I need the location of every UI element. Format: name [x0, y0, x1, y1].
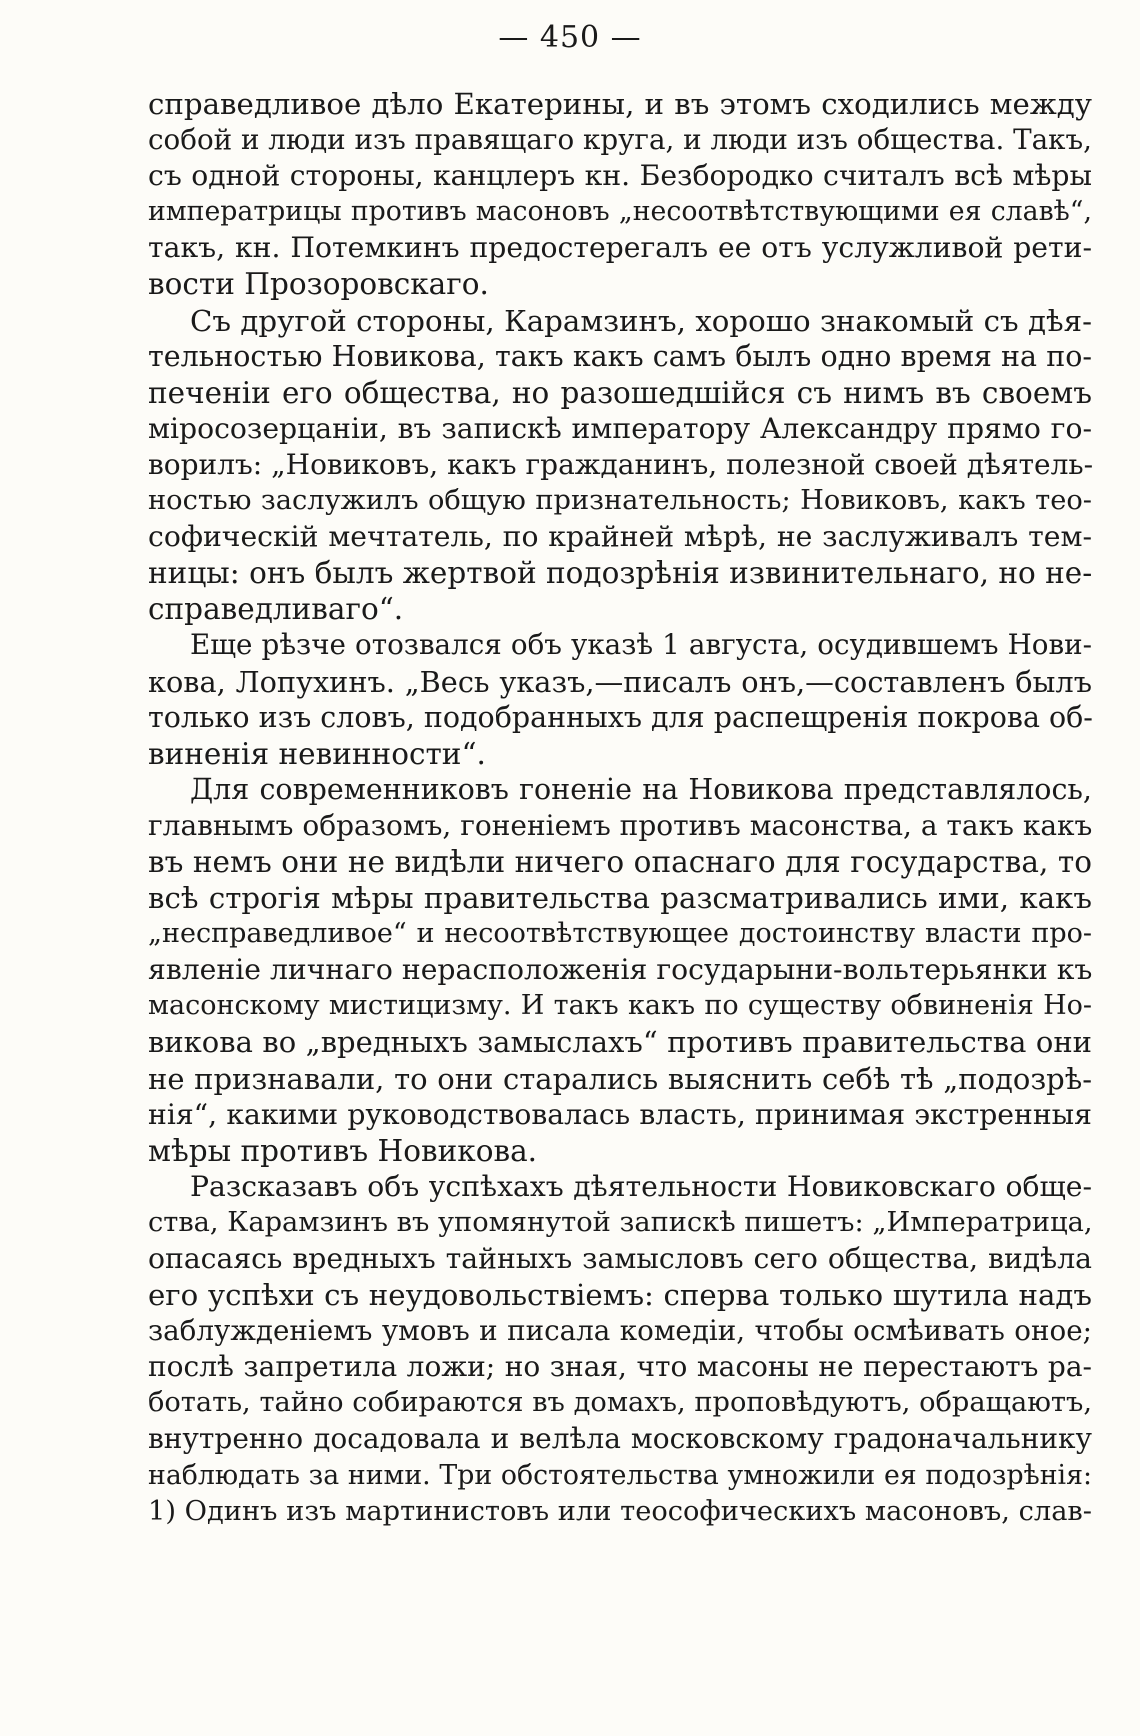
text-line: въ немъ они не видѣли ничего опаснаго для государства, то: [148, 844, 1092, 879]
text-line: Еще рѣзче отозвался объ указѣ 1 августа, осудившемъ Нови-: [190, 628, 1092, 662]
text-line: 1) Одинъ изъ мартинистовъ или теософическихъ масоновъ, слав-: [148, 1495, 1092, 1527]
text-line: кова, Лопухинъ. „Весь указъ,—писалъ онъ,—составленъ былъ: [148, 664, 1092, 699]
text-line: софическій мечтатель, по крайней мѣрѣ, не заслуживалъ тем-: [148, 520, 1092, 554]
text-line: главнымъ образомъ, гоненіемъ противъ масонства, а такъ какъ: [148, 808, 1093, 842]
text-line: явленіе личнаго нерасположенія государыни-вольтерьянки къ: [148, 953, 1093, 987]
text-line: собой и люди изъ правящаго круга, и люди изъ общества. Такъ,: [148, 123, 1092, 157]
text-line: викова во „вредныхъ замыслахъ“ противъ правительства они: [148, 1025, 1092, 1060]
paragraph-3: [148, 627, 1092, 771]
text-line: Съ другой стороны, Карамзинъ, хорошо знакомый съ дѣя-: [190, 303, 1092, 338]
text-line: Разсказавъ объ успѣхахъ дѣятельности Новиковскаго обще-: [190, 1169, 1092, 1203]
text-line: ницы: онъ былъ жертвой подозрѣнія извинительнаго, но не-: [148, 556, 1093, 591]
text-line: ворилъ: „Новиковъ, какъ гражданинъ, полезной своей дѣятель-: [148, 447, 1094, 481]
text-line: справедливаго“.: [148, 592, 404, 627]
text-line: „несправедливое“ и несоотвѣтствующее достоинству власти про-: [148, 918, 1092, 950]
text-line: его успѣхи съ неудовольствіемъ: сперва только шутила надъ: [148, 1278, 1092, 1313]
text-line: вости Прозоровскаго.: [148, 267, 489, 302]
text-line: императрицы противъ масоновъ „несоотвѣтствующими ея славѣ“,: [148, 196, 1092, 228]
text-line: наблюдать за ними. Три обстоятельства умножили ея подозрѣнія:: [148, 1459, 1092, 1491]
paragraph-2: [148, 303, 1092, 628]
text-line: нія“, какими руководствовалась власть, принимая экстренныя: [148, 1097, 1092, 1131]
paragraph-4: [148, 772, 1092, 1169]
text-line: такъ, кн. Потемкинъ предостерегалъ ее отъ услужливой рети-: [148, 231, 1092, 265]
paragraph-5: [148, 1169, 1092, 1530]
text-line: съ одной стороны, канцлеръ кн. Безбородко считалъ всѣ мѣры: [148, 159, 1092, 193]
page-number: — 450 —: [498, 20, 642, 55]
text-line: мѣры противъ Новикова.: [148, 1133, 538, 1168]
text-line: всѣ строгія мѣры правительства разсматривались ими, какъ: [148, 881, 1092, 916]
text-line: только изъ словъ, подобранныхъ для распещренія покрова об-: [148, 700, 1093, 734]
text-line: виненія невинности“.: [148, 736, 486, 771]
text-line: ботать, тайно собираются въ домахъ, проповѣдуютъ, обращаютъ,: [148, 1387, 1092, 1419]
text-line: опасаясь вредныхъ тайныхъ замысловъ сего общества, видѣла: [148, 1242, 1092, 1275]
text-line: Для современниковъ гоненіе на Новикова представлялось,: [190, 772, 1092, 806]
body-text: [148, 86, 1092, 1530]
text-line: ства, Карамзинъ въ упомянутой запискѣ пишетъ: „Императрица,: [148, 1206, 1093, 1238]
text-line: внутренно досадовала и велѣла московскому градоначальнику: [148, 1422, 1092, 1456]
text-line: заблужденіемъ умовъ и писала комедіи, чтобы осмѣивать оное;: [148, 1314, 1092, 1348]
paragraph-1: [148, 86, 1092, 303]
text-line: ностью заслужилъ общую признательность; Новиковъ, какъ тео-: [148, 485, 1092, 517]
text-line: печеніи его общества, но разошедшійся съ нимъ въ своемъ: [148, 375, 1092, 410]
text-line: справедливое дѣло Екатерины, и въ этомъ сходились между: [148, 87, 1092, 121]
text-line: тельностью Новикова, такъ какъ самъ былъ одно время на по-: [148, 339, 1092, 373]
text-line: не признавали, то они старались выяснить себѣ тѣ „подозрѣ-: [148, 1061, 1092, 1096]
text-line: міросозерцаніи, въ запискѣ императору Александру прямо го-: [148, 411, 1092, 445]
text-line: послѣ запретила ложи; но зная, что масоны не перестаютъ ра-: [148, 1350, 1092, 1384]
text-line: масонскому мистицизму. И такъ какъ по существу обвиненія Но-: [148, 990, 1092, 1022]
